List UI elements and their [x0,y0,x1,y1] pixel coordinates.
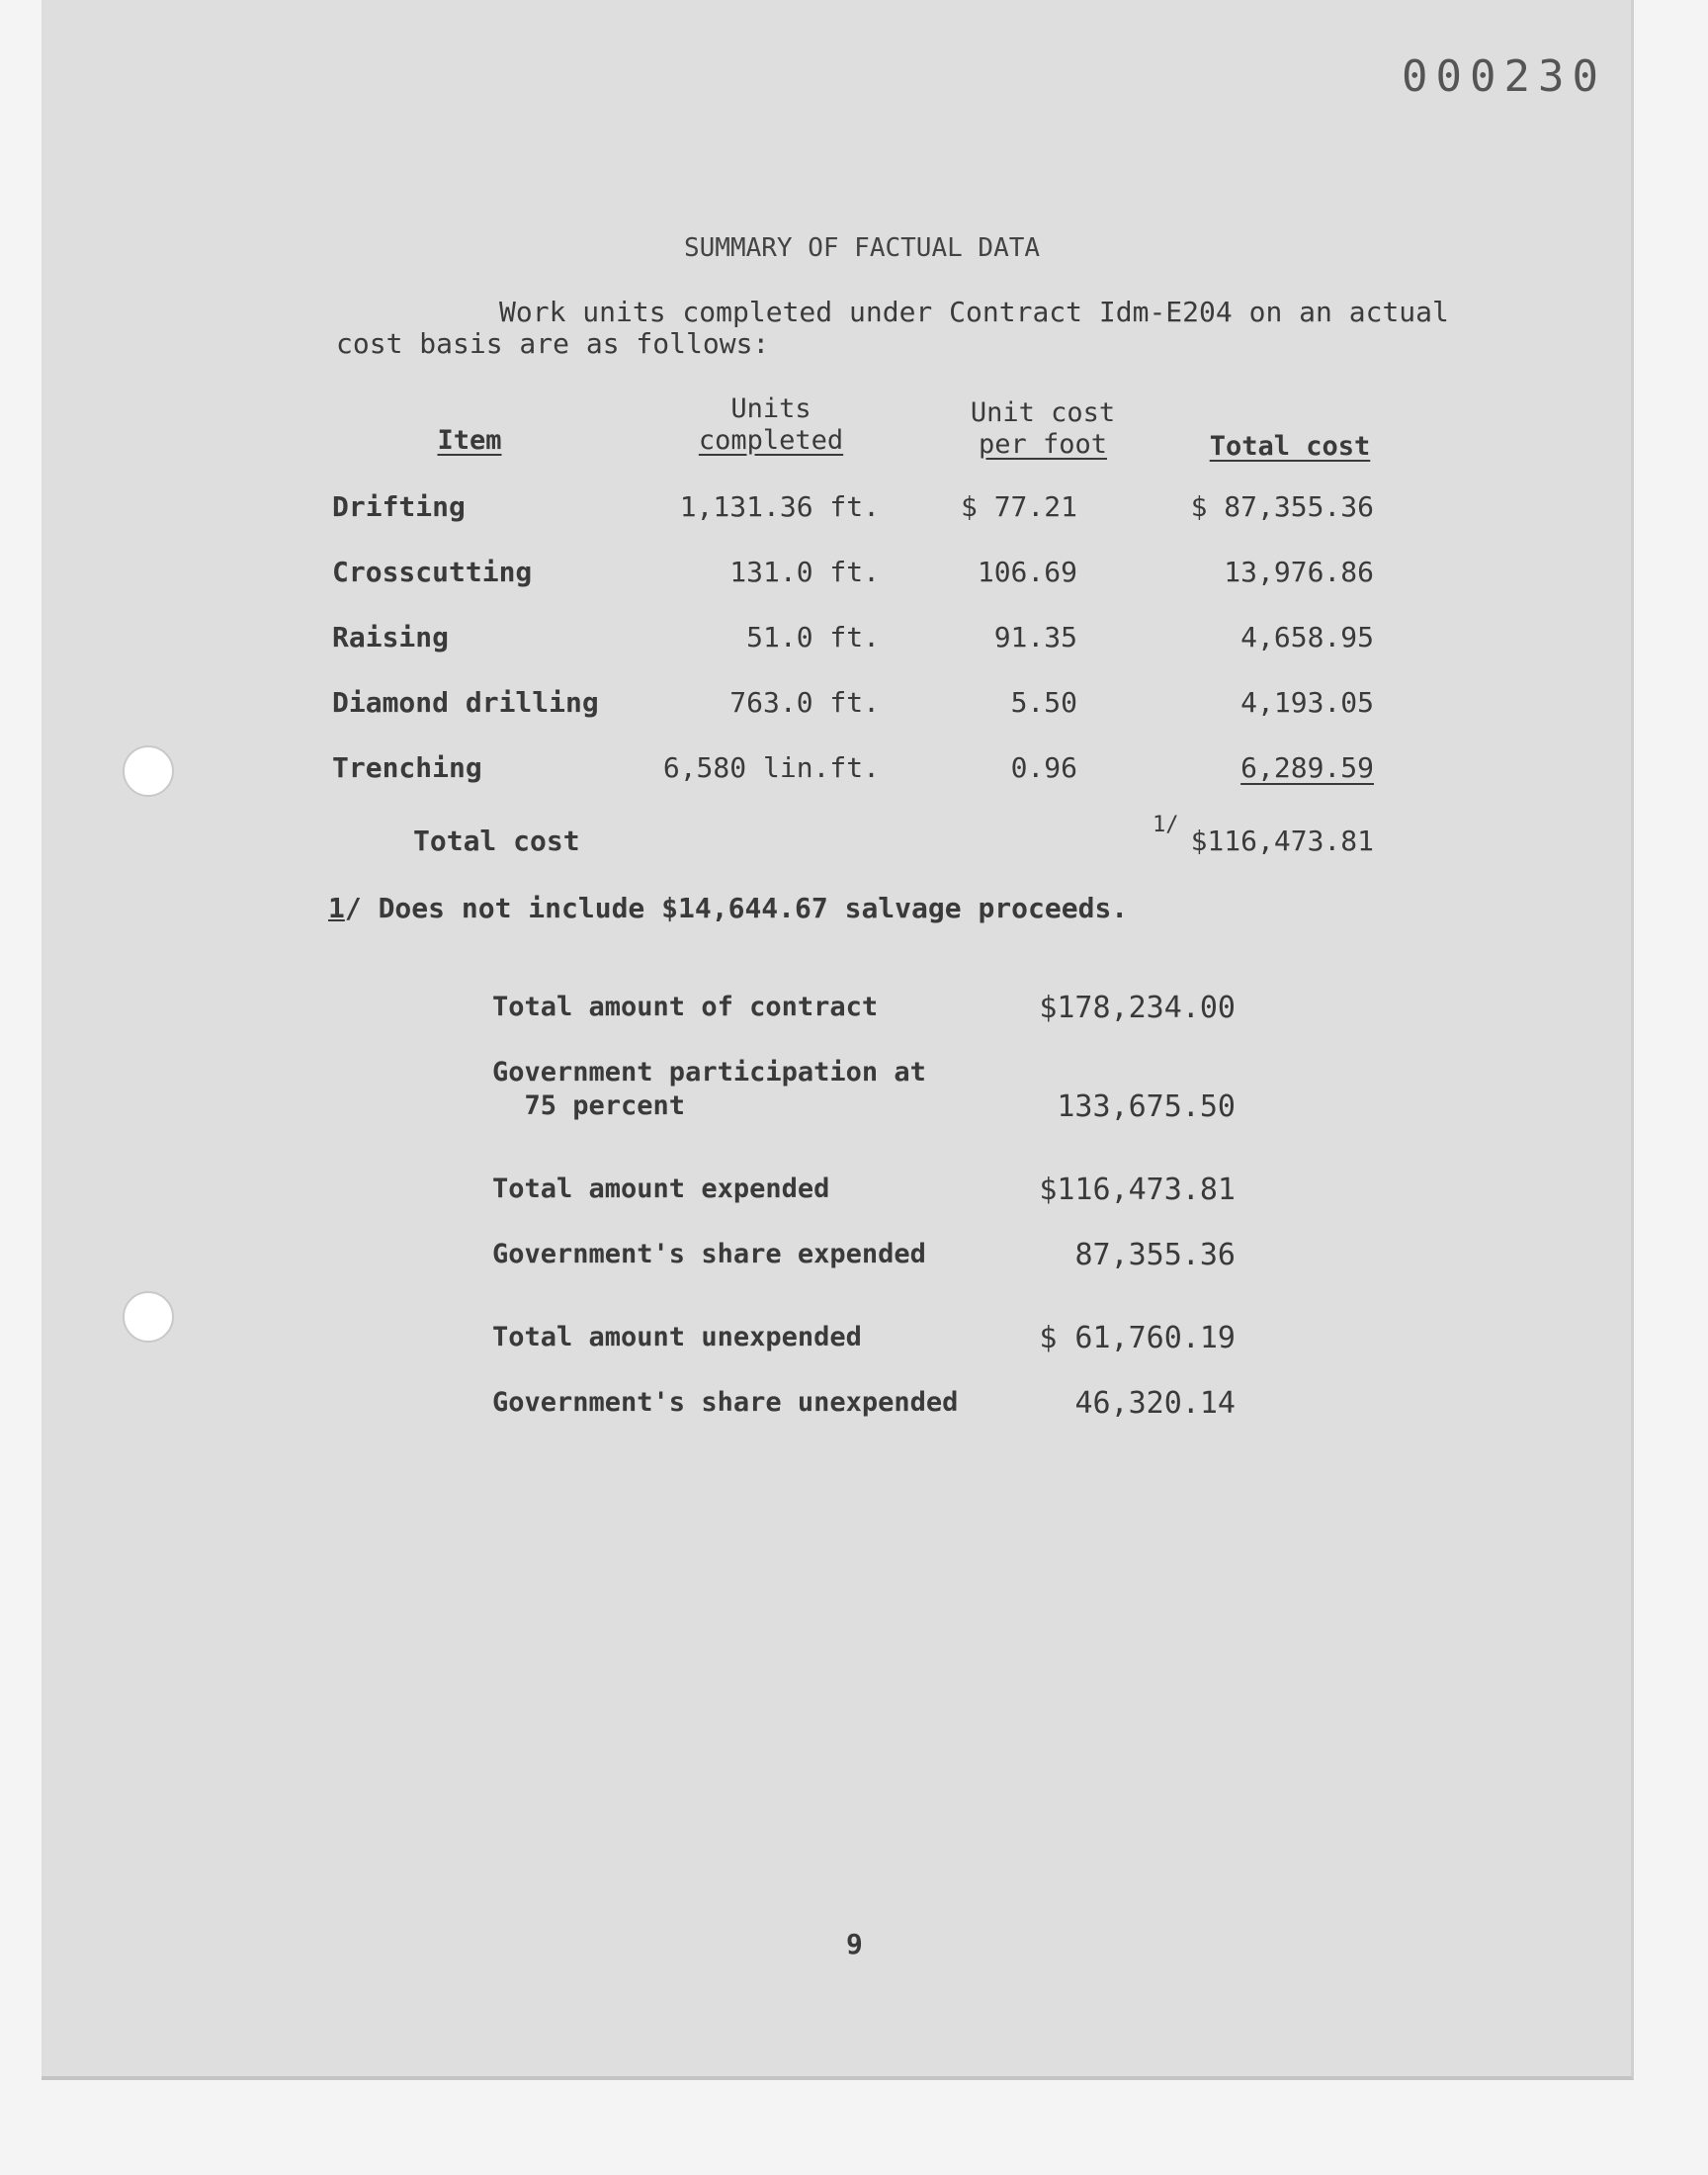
row-units: 763.0 ft. [729,686,880,719]
total-footnote-mark: 1/ [1153,813,1179,837]
row-units: 6,580 lin.ft. [662,751,880,784]
header-item: Item [437,425,502,456]
total-cost-label: Total cost [413,825,580,857]
row-total: 4,658.95 [1240,621,1374,653]
row-total: 13,976.86 [1224,556,1374,588]
total-cost-value: $116,473.81 [1190,825,1374,857]
row-units: 131.0 ft. [729,556,880,588]
row-item: Crosscutting [332,556,533,588]
row-unit-cost: 0.96 [1010,751,1077,784]
row-total: 4,193.05 [1240,686,1374,719]
summary-value: $116,473.81 [1039,1173,1236,1207]
punch-hole-bottom [123,1291,174,1343]
summary-value: 133,675.50 [1057,1089,1236,1124]
summary-value: $178,234.00 [1039,991,1236,1025]
summary-label: Government's share expended [492,1239,926,1269]
row-unit-cost: 5.50 [1010,686,1077,719]
summary-label: Total amount unexpended [492,1322,862,1352]
intro-paragraph [336,297,1463,360]
row-unit-cost: 91.35 [993,621,1077,653]
row-unit-cost: 106.69 [977,556,1077,588]
intro-line-2: cost basis are as follows: [336,327,770,360]
summary-value: 46,320.14 [1074,1386,1236,1421]
row-item: Trenching [332,751,482,784]
summary-label: Total amount of contract [492,992,879,1022]
intro-line-1: Work units completed under Contract Idm-E204 on an actual [499,296,1449,328]
page-number: 9 [846,1928,863,1960]
header-units: Units completed [698,393,844,456]
header-unit-cost: Unit cost per foot [970,397,1116,460]
row-unit-cost: $ 77.21 [960,490,1077,523]
page-title: SUMMARY OF FACTUAL DATA [684,233,1041,263]
summary-label: Total amount expended [492,1174,830,1204]
summary-value: 87,355.36 [1074,1238,1236,1272]
summary-label: Government's share unexpended [492,1387,959,1418]
row-item: Raising [332,621,450,653]
header-total-cost: Total cost [1209,431,1371,462]
row-total: $ 87,355.36 [1190,490,1374,523]
row-item: Drifting [332,490,466,523]
footnote [328,892,1128,924]
row-units: 51.0 ft. [746,621,880,653]
footnote-mark: 1 [328,892,345,924]
summary-label: Government participation at 75 percent [492,1057,926,1121]
row-total: 6,289.59 [1240,751,1374,784]
document-number: 000230 [1402,51,1606,102]
summary-value: $ 61,760.19 [1039,1321,1236,1355]
punch-hole-top [123,745,174,797]
footnote-text: / Does not include $14,644.67 salvage proceeds. [344,892,1129,924]
row-item: Diamond drilling [332,686,599,719]
row-units: 1,131.36 ft. [679,490,880,523]
